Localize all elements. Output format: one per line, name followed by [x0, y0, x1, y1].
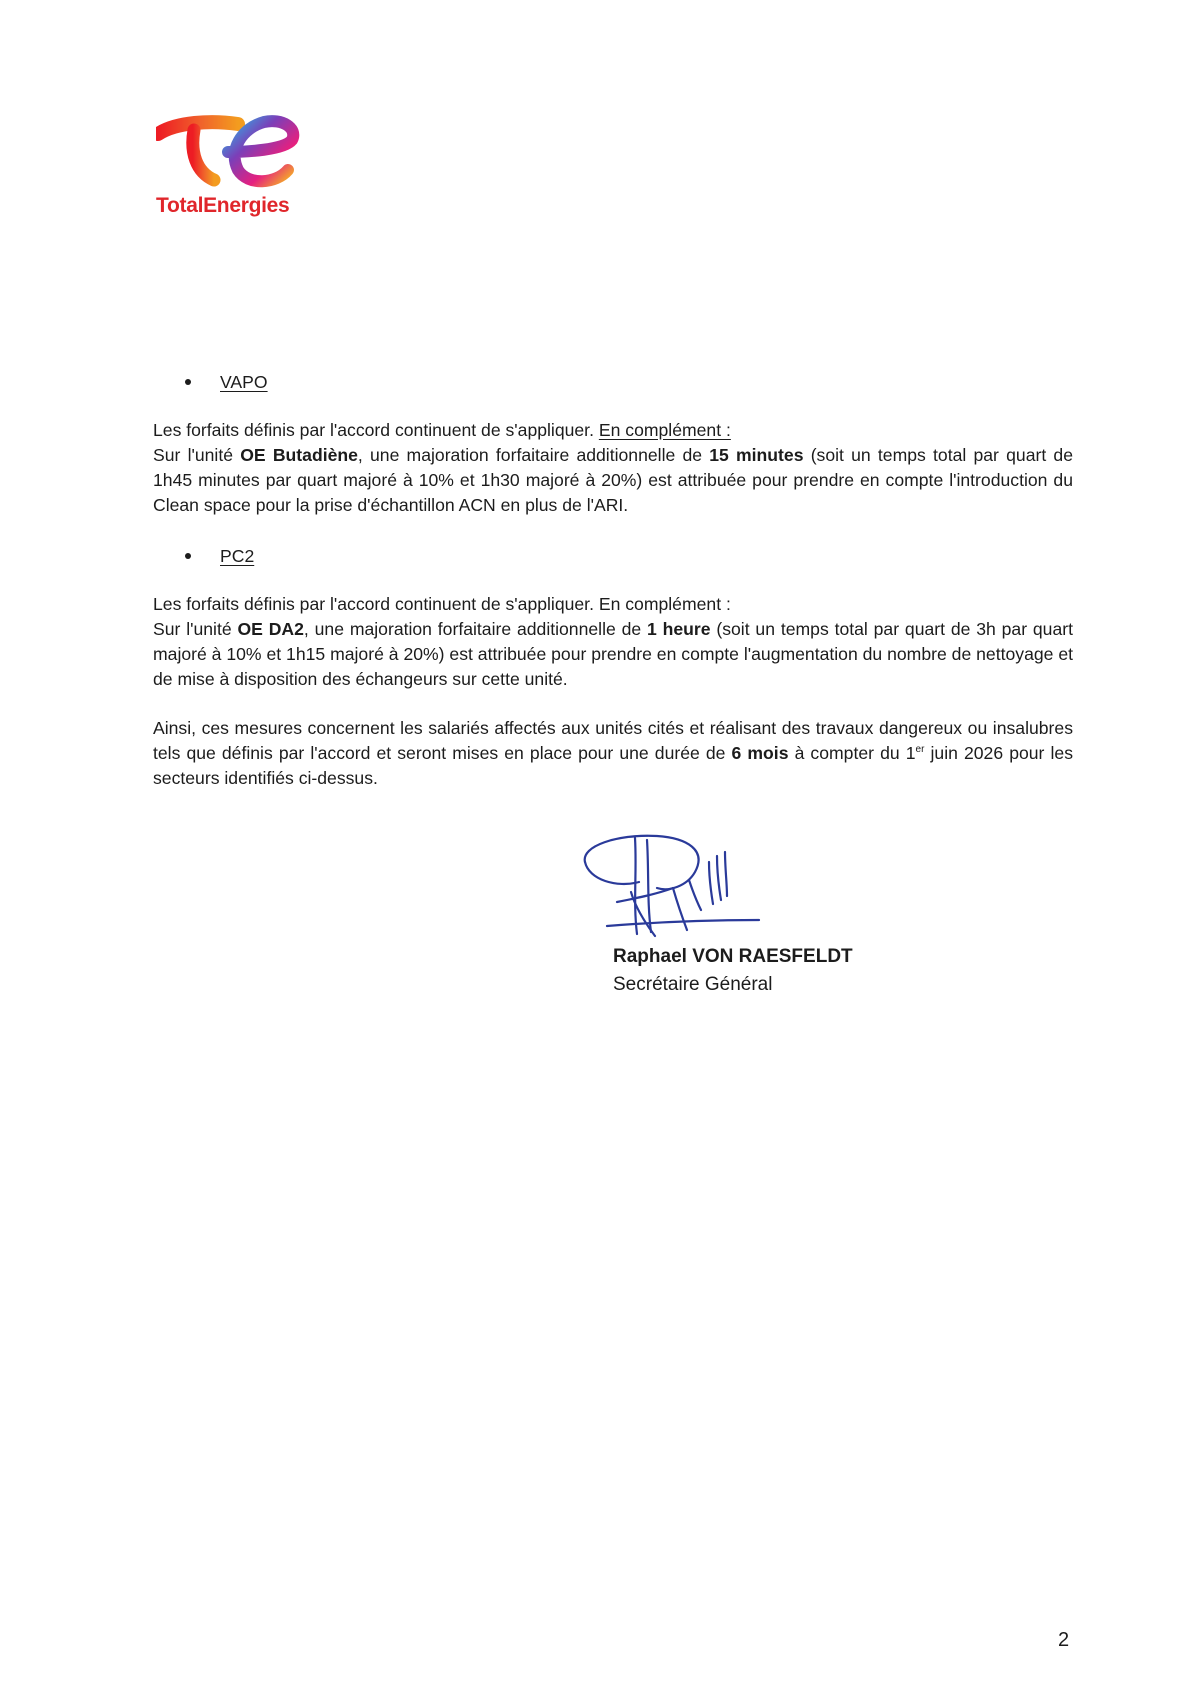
- bullet-dot-icon: [185, 379, 191, 385]
- duration-value: 15 minutes: [709, 445, 804, 465]
- section-paragraph: [153, 617, 1073, 692]
- signature-drawing: [577, 832, 767, 944]
- paragraph-text: à compter du 1: [788, 743, 916, 763]
- unit-name: OE DA2: [237, 619, 304, 639]
- totalenergies-logo-icon: [156, 112, 306, 194]
- signer-role: Secrétaire Général: [613, 974, 773, 995]
- signer-name: Raphael VON RAESFELDT: [613, 946, 853, 967]
- section-title: PC2: [220, 545, 255, 566]
- letter-body: [153, 368, 1073, 791]
- intro-underlined: En complément :: [598, 420, 731, 440]
- conclusion-paragraph: [153, 716, 1073, 791]
- signer-block: [613, 943, 853, 999]
- logo-wordmark: TotalEnergies: [156, 194, 290, 217]
- section-title: VAPO: [220, 371, 268, 392]
- paragraph-text: Sur l'unité: [153, 619, 238, 639]
- ordinal-superscript: er: [915, 744, 925, 756]
- intro-text: Les forfaits définis par l'accord continuent de s'appliquer.: [153, 420, 599, 440]
- section-paragraph: [153, 443, 1073, 518]
- totalenergies-logo: [156, 112, 306, 222]
- unit-name: OE Butadiène: [240, 445, 358, 465]
- paragraph-text: , une majoration forfaitaire additionnelle de: [357, 445, 710, 465]
- duration-value: 1 heure: [647, 619, 711, 639]
- paragraph-text: Sur l'unité: [153, 445, 241, 465]
- section-intro: Les forfaits définis par l'accord continuent de s'appliquer. En complément :: [153, 594, 731, 614]
- section-heading-vapo: [185, 368, 1073, 396]
- handwritten-signature: [577, 832, 767, 944]
- bullet-dot-icon: [185, 553, 191, 559]
- section-intro: [153, 418, 1073, 443]
- paragraph-text: , une majoration forfaitaire additionnelle de: [303, 619, 647, 639]
- section-heading-pc2: [185, 542, 1073, 570]
- paragraph-text: juin 2026 pour les secteurs identifiés ci-dessus.: [153, 743, 1073, 788]
- paragraph-text: (soit un temps total par quart de 1h45 minutes par quart majoré à 10% et 1h30 majoré à 20%) est attribuée pour prendre en compte l'introduction du Clean space pour la prise d'échantillon ACN en plus de l'ARI.: [153, 445, 1073, 515]
- page-number: 2: [1058, 1629, 1070, 1651]
- paragraph-text: Ainsi, ces mesures concernent les salariés affectés aux unités cités et réalisant des travaux dangereux ou insalubres tels que définis par l'accord et seront mises en place pour une durée de: [153, 718, 1073, 763]
- duration-value: 6 mois: [731, 743, 789, 763]
- paragraph-text: (soit un temps total par quart de 3h par quart majoré à 10% et 1h15 majoré à 20%) est attribuée pour prendre en compte l'augmentation du nombre de nettoyage et de mise à disposition des échangeurs sur cette unité.: [153, 619, 1073, 689]
